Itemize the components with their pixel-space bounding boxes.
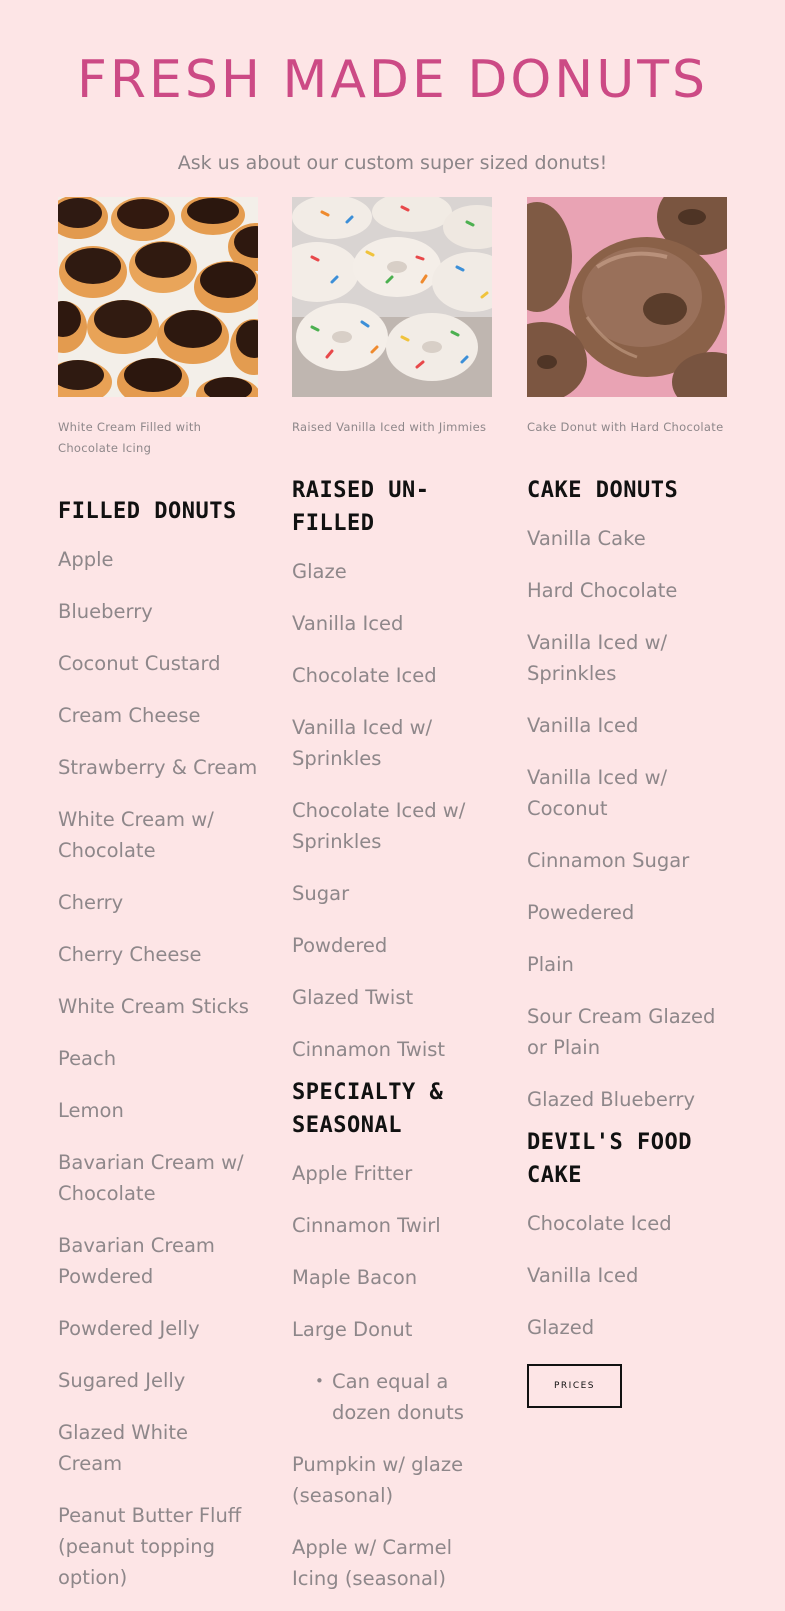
- list-item: Large Donut: [292, 1318, 413, 1341]
- chocolate-filled-donuts-photo: [58, 197, 258, 397]
- cake-donuts-column: [527, 197, 727, 1408]
- list-item: Vanilla Iced w/ Sprinkles: [292, 716, 433, 770]
- filled-donuts-column: [58, 197, 258, 1611]
- list-item: Sugared Jelly: [58, 1369, 186, 1392]
- cake-donuts-list: [527, 523, 727, 1115]
- list-item: Peanut Butter Fluff (peanut topping option): [58, 1504, 242, 1589]
- filled-donuts-list: [58, 544, 258, 1593]
- list-item: Apple: [58, 548, 114, 571]
- list-item: Cherry Cheese: [58, 943, 202, 966]
- list-item: Glazed Blueberry: [527, 1088, 696, 1111]
- list-item: Chocolate Iced w/ Sprinkles: [292, 799, 466, 853]
- list-item: Sugar: [292, 882, 350, 905]
- list-item: White Cream Sticks: [58, 995, 249, 1018]
- raised-unfilled-list: [292, 556, 494, 1065]
- raised-unfilled-heading: RAISED UN-FILLED: [292, 478, 430, 536]
- list-item: Blueberry: [58, 600, 153, 623]
- filled-donuts-heading: FILLED DONUTS: [58, 499, 237, 524]
- devils-food-cake-list: [527, 1208, 727, 1343]
- list-item: Coconut Custard: [58, 652, 221, 675]
- list-item: Chocolate Iced: [292, 664, 437, 687]
- list-item: Glazed: [527, 1316, 595, 1339]
- list-item: Hard Chocolate: [527, 579, 678, 602]
- specialty-seasonal-list: [292, 1158, 494, 1594]
- list-item: Cinnamon Twirl: [292, 1214, 441, 1237]
- list-item: Cream Cheese: [58, 704, 201, 727]
- sprinkle-donut-shapes: [292, 197, 492, 381]
- list-item: Vanilla Iced w/ Coconut: [527, 766, 668, 820]
- photo-caption: Cake Donut with Hard Chocolate: [527, 420, 724, 434]
- list-item: Vanilla Cake: [527, 527, 646, 550]
- devils-food-cake-heading: DEVIL'S FOOD CAKE: [527, 1130, 692, 1188]
- photo-caption: White Cream Filled with Chocolate Icing: [58, 420, 202, 455]
- list-item: Lemon: [58, 1099, 124, 1122]
- list-item: Apple w/ Carmel Icing (seasonal): [292, 1536, 453, 1590]
- page-subtitle: Ask us about our custom super sized donuts!: [177, 152, 608, 174]
- list-item: Maple Bacon: [292, 1266, 418, 1289]
- list-item: Cinnamon Sugar: [527, 849, 690, 872]
- prices-button[interactable]: PRICES: [527, 1364, 622, 1408]
- cake-donuts-heading: CAKE DONUTS: [527, 478, 679, 503]
- list-item: Glazed White Cream: [58, 1421, 188, 1475]
- list-item: Pumpkin w/ glaze (seasonal): [292, 1453, 464, 1507]
- list-item: Sour Cream Glazed or Plain: [527, 1005, 716, 1059]
- list-item: Apple Fritter: [292, 1162, 413, 1185]
- list-item: Vanilla Iced: [527, 714, 639, 737]
- page-title: FRESH MADE DONUTS: [76, 50, 709, 110]
- list-item: Cinnamon Twist: [292, 1038, 446, 1061]
- list-item: Strawberry & Cream: [58, 756, 258, 779]
- list-item: White Cream w/ Chocolate: [58, 808, 214, 862]
- list-item: Vanilla Iced: [292, 612, 404, 635]
- list-item: Cherry: [58, 891, 124, 914]
- list-item: Plain: [527, 953, 574, 976]
- photo-caption: Raised Vanilla Iced with Jimmies: [292, 420, 487, 434]
- list-item: Vanilla Iced: [527, 1264, 639, 1287]
- list-item: Bavarian Cream Powdered: [58, 1234, 215, 1288]
- list-item: Glaze: [292, 560, 347, 583]
- list-item: Peach: [58, 1047, 117, 1070]
- list-item: Glazed Twist: [292, 986, 414, 1009]
- list-item: Chocolate Iced: [527, 1212, 672, 1235]
- list-item: Vanilla Iced w/ Sprinkles: [527, 631, 668, 685]
- raised-donuts-column: [292, 197, 494, 1611]
- hard-chocolate-donuts-photo: [527, 197, 727, 397]
- list-item: Powedered: [527, 901, 635, 924]
- list-item: Bavarian Cream w/ Chocolate: [58, 1151, 244, 1205]
- list-item: Powdered Jelly: [58, 1317, 200, 1340]
- specialty-seasonal-heading: SPECIALTY & SEASONAL: [292, 1080, 444, 1138]
- sprinkle-donuts-photo: [292, 197, 492, 397]
- list-item: Powdered: [292, 934, 388, 957]
- large-donut-note: • Can equal a dozen donuts: [332, 1366, 494, 1428]
